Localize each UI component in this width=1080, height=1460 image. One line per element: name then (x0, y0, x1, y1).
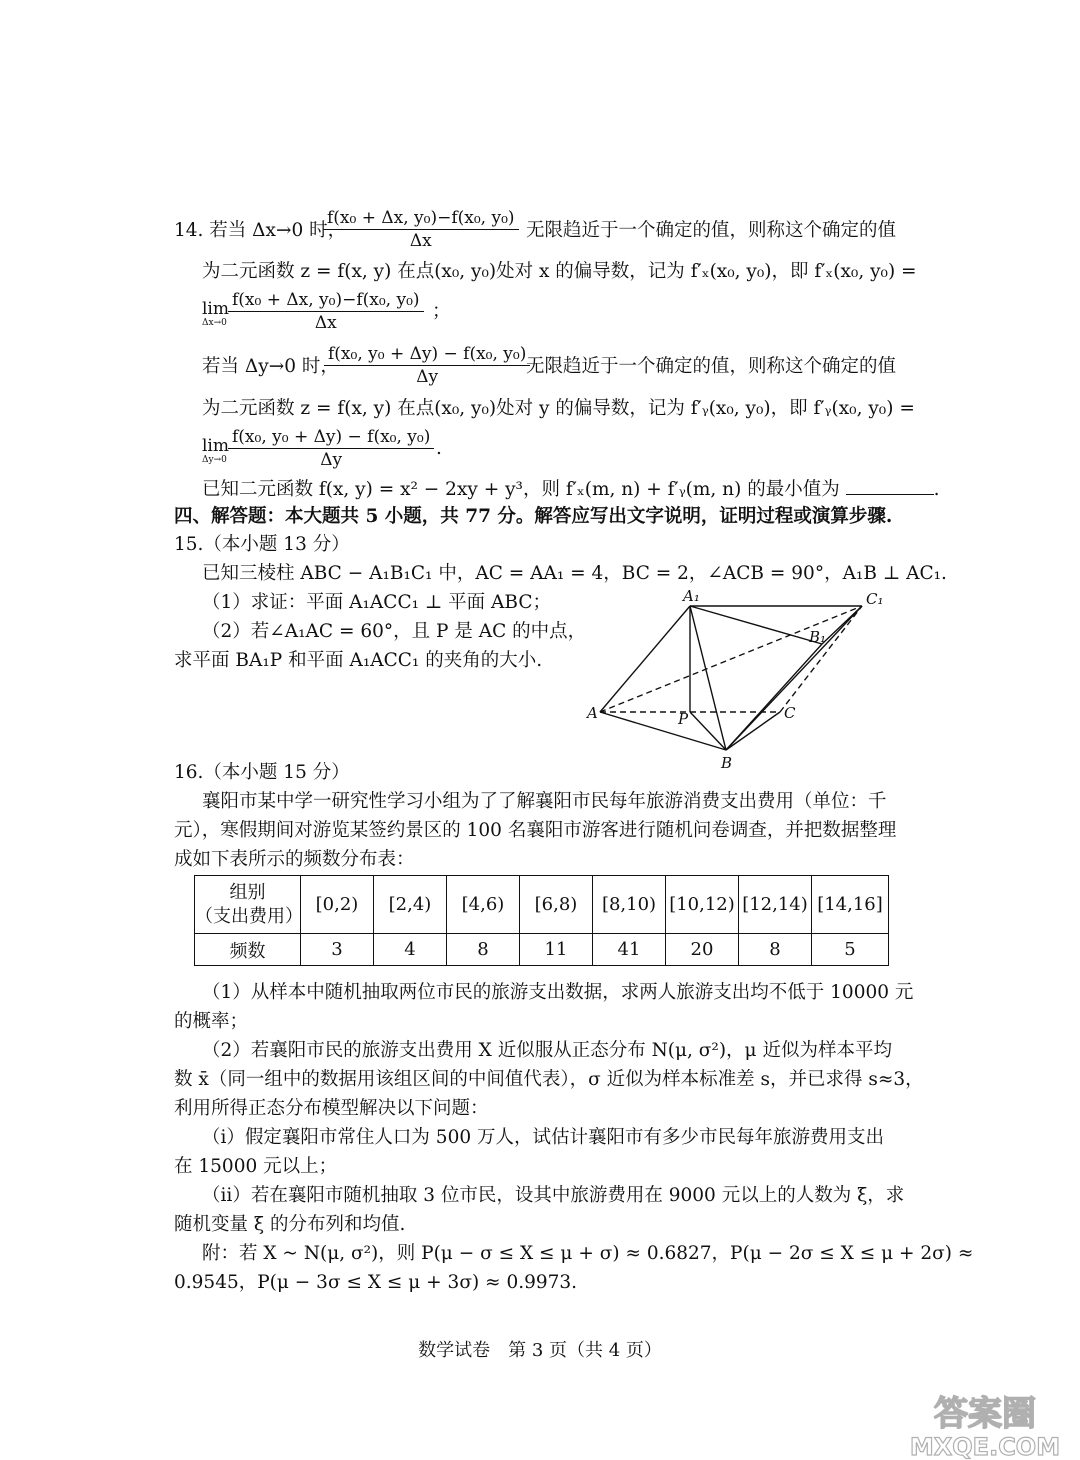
label-B1: B₁ (809, 628, 827, 646)
edge-B1C1 (822, 606, 862, 644)
fraction-numerator: f(x₀, y₀ + Δy) − f(x₀, y₀) (228, 426, 434, 449)
lim-text: lim (202, 299, 229, 319)
section-heading: 四、解答题：本大题共 5 小题，共 77 分。解答应写出文字说明，证明过程或演算步骤. (174, 506, 893, 527)
label-P: P (678, 710, 689, 728)
header-sublabel: （支出费用） (195, 905, 303, 927)
table-cell: [12,14) (739, 876, 812, 934)
table-header-group (195, 876, 301, 934)
label-A: A (587, 704, 598, 722)
table-cell: [14,16] (812, 876, 889, 934)
label-B: B (721, 754, 733, 772)
label-A1: A₁ (683, 588, 700, 605)
table-header-count: 频数 (195, 934, 301, 966)
q16-sub4-line1: （ⅱ）若在襄阳市随机抽取 3 位市民，设其中旅游费用在 9000 元以上的人数为 ξ，求 (202, 1185, 905, 1206)
fraction-denominator: Δy (416, 367, 439, 387)
q16-header: 16.（本小题 15 分） (174, 762, 350, 783)
label-C: C (784, 704, 796, 722)
table-cell: 41 (593, 934, 666, 966)
table-cell: 8 (447, 934, 520, 966)
lim-text: lim (202, 436, 229, 456)
q14-fraction-1 (323, 207, 519, 252)
q16-appendix-line2: 0.9545，P(μ − 3σ ≤ X ≤ μ + 3σ) ≈ 0.9973. (174, 1272, 578, 1293)
fraction-denominator: Δx (409, 231, 432, 251)
q14-limit-1 (202, 300, 229, 328)
edge-BB1 (726, 644, 822, 750)
q16-sub3-line1: （ⅰ）假定襄阳市常住人口为 500 万人，试估计襄阳市有多少市民每年旅游费用支出 (202, 1127, 884, 1148)
q14-fraction-4 (228, 426, 434, 471)
q14-line1-prefix: 14. 若当 Δx→0 时， (174, 220, 347, 241)
lim-subscript: Δy→0 (202, 455, 227, 465)
q14-line5: 为二元函数 z = f(x, y) 在点(x₀, y₀)处对 y 的偏导数，记为 f′ᵧ(x₀, y₀)，即 f′ᵧ(x₀, y₀) = (202, 398, 915, 419)
edge-CC1-dashed (780, 606, 862, 712)
table-cell: 3 (301, 934, 374, 966)
fraction-numerator: f(x₀, y₀ + Δy) − f(x₀, y₀) (324, 343, 530, 366)
q14-final-period: . (933, 479, 940, 500)
q16-paragraph-line3: 成如下表所示的频数分布表： (174, 849, 415, 870)
header-label: 组别 (229, 881, 266, 903)
q14-fraction-3 (324, 343, 530, 388)
fraction-numerator: f(x₀ + Δx, y₀)−f(x₀, y₀) (323, 207, 519, 230)
edge-AA1 (600, 606, 690, 712)
lim-subscript: Δx→0 (202, 318, 227, 328)
table-cell: [10,12) (666, 876, 739, 934)
q14-fraction-4-end: . (436, 438, 442, 459)
frequency-table (194, 875, 889, 966)
q14-limit-2 (202, 437, 229, 465)
label-C1: C₁ (866, 590, 884, 608)
q14-line4-prefix: 若当 Δy→0 时， (202, 356, 339, 377)
q16-sub2-line2: 数 x̄（同一组中的数据用该组区间的中间值代表），σ 近似为样本标准差 s，并已求得 s≈3， (174, 1069, 924, 1090)
q14-line4-suffix: 无限趋近于一个确定的值，则称这个确定的值 (526, 356, 897, 377)
q16-paragraph-line1: 襄阳市某中学一研究性学习小组为了了解襄阳市民每年旅游消费支出费用（单位：千 (202, 791, 887, 812)
q15-part1: （1）求证：平面 A₁ACC₁ ⊥ 平面 ABC； (202, 592, 552, 613)
q16-sub2-line1: （2）若襄阳市民的旅游支出费用 X 近似服从正态分布 N(μ, σ²)，μ 近似为样本平均 (202, 1040, 892, 1061)
table-cell: [0,2) (301, 876, 374, 934)
fraction-denominator: Δx (314, 313, 337, 333)
q16-appendix-line1: 附：若 X ~ N(μ, σ²)，则 P(μ − σ ≤ X ≤ μ + σ) ≈ 0.6827，P(μ − 2σ ≤ X ≤ μ + 2σ) ≈ (202, 1243, 974, 1264)
table-cell: 8 (739, 934, 812, 966)
q15-part2-line2: 求平面 BA₁P 和平面 A₁ACC₁ 的夹角的大小. (174, 650, 543, 671)
q14-fraction-2-end: ； (432, 301, 451, 322)
q16-paragraph-line2: 元），寒假期间对游览某签约景区的 100 名襄阳市游客进行随机问卷调查，并把数据整理 (174, 820, 897, 841)
table-row (195, 934, 889, 966)
q14-fraction-2 (228, 289, 424, 334)
q14-line1-suffix: 无限趋近于一个确定的值，则称这个确定的值 (526, 220, 897, 241)
q15-part2-line1: （2）若∠A₁AC = 60°，且 P 是 AC 的中点， (202, 621, 587, 642)
q15-header: 15.（本小题 13 分） (174, 534, 350, 555)
q14-line2: 为二元函数 z = f(x, y) 在点(x₀, y₀)处对 x 的偏导数，记为 f′ₓ(x₀, y₀)，即 f′ₓ(x₀, y₀) = (202, 261, 917, 282)
table-cell: 4 (374, 934, 447, 966)
q14-final-line (202, 478, 939, 502)
q16-sub2-line3: 利用所得正态分布模型解决以下问题： (174, 1098, 489, 1119)
table-cell: [2,4) (374, 876, 447, 934)
table-cell: [8,10) (593, 876, 666, 934)
watermark-logo (900, 1380, 1070, 1460)
table-row (195, 876, 889, 934)
q16-sub4-line2: 随机变量 ξ 的分布列和均值. (174, 1214, 406, 1235)
edge-A1B1 (690, 606, 822, 644)
edge-AC1-dashed (600, 606, 862, 712)
table-cell: [6,8) (520, 876, 593, 934)
watermark-url: MXQE.COM (909, 1433, 1061, 1460)
answer-blank (846, 478, 934, 495)
table-cell: 11 (520, 934, 593, 966)
fraction-numerator: f(x₀ + Δx, y₀)−f(x₀, y₀) (228, 289, 424, 312)
table-cell: 5 (812, 934, 889, 966)
edge-CB (726, 712, 780, 750)
q16-sub1-line1: （1）从样本中随机抽取两位市民的旅游支出数据，求两人旅游支出均不低于 10000 元 (202, 982, 914, 1003)
q16-sub1-line2: 的概率； (174, 1011, 249, 1032)
edge-A1B (690, 606, 726, 750)
q14-final-text: 已知二元函数 f(x, y) = x² − 2xy + y³，则 f′ₓ(m, n) + f′ᵧ(m, n) 的最小值为 (202, 479, 840, 500)
prism-diagram (580, 588, 890, 778)
watermark-text: 答案圈 (934, 1394, 1036, 1434)
fraction-denominator: Δy (320, 450, 343, 470)
q15-stem: 已知三棱柱 ABC − A₁B₁C₁ 中，AC = AA₁ = 4，BC = 2，∠ACB = 90°，A₁B ⊥ AC₁. (202, 563, 947, 584)
page-footer: 数学试卷 第 3 页（共 4 页） (418, 1340, 662, 1361)
q16-sub3-line2: 在 15000 元以上； (174, 1156, 338, 1177)
table-cell: [4,6) (447, 876, 520, 934)
table-cell: 20 (666, 934, 739, 966)
